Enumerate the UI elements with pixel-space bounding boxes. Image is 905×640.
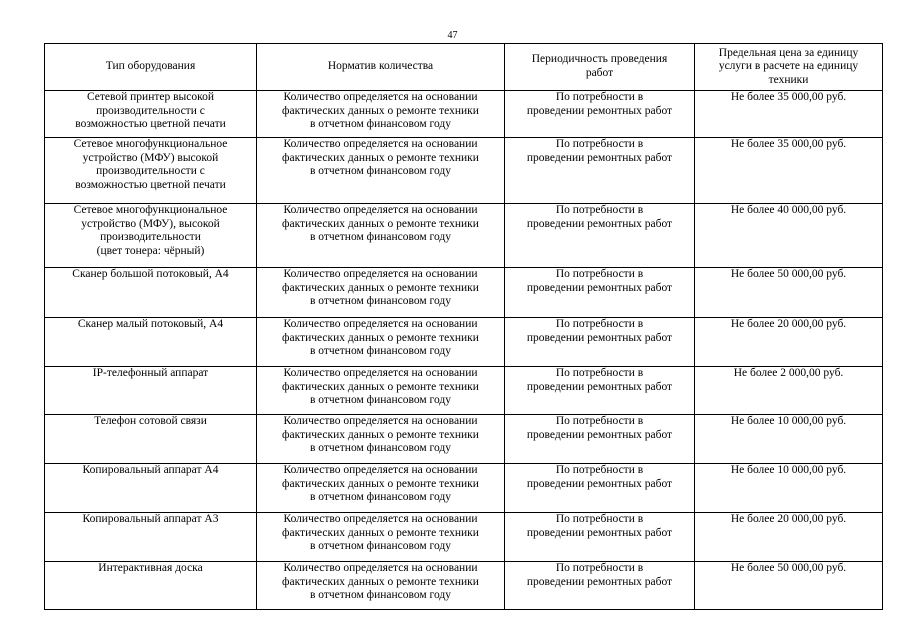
cell-quantity-norm: Количество определяется на основании фактических данных о ремонте техники в отчетном финансовом году <box>257 318 505 367</box>
table-row <box>45 91 883 138</box>
cell-equipment-type: Интерактивная доска <box>45 562 257 610</box>
table-row <box>45 318 883 367</box>
table-row <box>45 204 883 268</box>
table-row <box>45 367 883 415</box>
cell-max-price: Не более 10 000,00 руб. <box>695 464 883 513</box>
cell-work-frequency: По потребности в проведении ремонтных работ <box>505 415 695 464</box>
cell-max-price: Не более 10 000,00 руб. <box>695 415 883 464</box>
table-row <box>45 415 883 464</box>
cell-quantity-norm: Количество определяется на основании фактических данных о ремонте техники в отчетном финансовом году <box>257 415 505 464</box>
cell-quantity-norm: Количество определяется на основании фактических данных о ремонте техники в отчетном финансовом году <box>257 91 505 138</box>
cell-quantity-norm: Количество определяется на основании фактических данных о ремонте техники в отчетном финансовом году <box>257 204 505 268</box>
cell-quantity-norm: Количество определяется на основании фактических данных о ремонте техники в отчетном финансовом году <box>257 367 505 415</box>
cell-work-frequency: По потребности в проведении ремонтных работ <box>505 318 695 367</box>
cell-work-frequency: По потребности в проведении ремонтных работ <box>505 268 695 318</box>
cell-max-price: Не более 40 000,00 руб. <box>695 204 883 268</box>
cell-work-frequency: По потребности в проведении ремонтных работ <box>505 204 695 268</box>
equipment-repair-table <box>44 43 883 610</box>
table-row <box>45 464 883 513</box>
cell-max-price: Не более 20 000,00 руб. <box>695 318 883 367</box>
cell-work-frequency: По потребности в проведении ремонтных работ <box>505 464 695 513</box>
cell-work-frequency: По потребности в проведении ремонтных работ <box>505 91 695 138</box>
table-row <box>45 138 883 204</box>
table-row <box>45 562 883 610</box>
cell-quantity-norm: Количество определяется на основании фактических данных о ремонте техники в отчетном финансовом году <box>257 562 505 610</box>
cell-work-frequency: По потребности в проведении ремонтных работ <box>505 513 695 562</box>
cell-max-price: Не более 50 000,00 руб. <box>695 268 883 318</box>
cell-equipment-type: Копировальный аппарат А4 <box>45 464 257 513</box>
header-quantity-norm: Норматив количества <box>257 44 505 91</box>
cell-max-price: Не более 2 000,00 руб. <box>695 367 883 415</box>
table-row <box>45 268 883 318</box>
cell-equipment-type: Сетевой принтер высокой производительности с возможностью цветной печати <box>45 91 257 138</box>
table-header-row <box>45 44 883 91</box>
cell-equipment-type: Сетевое многофункциональное устройство (МФУ) высокой производительности с возможностью цветной печати <box>45 138 257 204</box>
page-number: 47 <box>447 30 458 41</box>
cell-max-price: Не более 35 000,00 руб. <box>695 138 883 204</box>
cell-equipment-type: Копировальный аппарат А3 <box>45 513 257 562</box>
cell-work-frequency: По потребности в проведении ремонтных работ <box>505 562 695 610</box>
table-row <box>45 513 883 562</box>
cell-equipment-type: Сканер малый потоковый, А4 <box>45 318 257 367</box>
header-work-frequency: Периодичность проведения работ <box>505 44 695 91</box>
cell-equipment-type: Сетевое многофункциональное устройство (МФУ), высокой производительности (цвет тонера: чёрный) <box>45 204 257 268</box>
cell-quantity-norm: Количество определяется на основании фактических данных о ремонте техники в отчетном финансовом году <box>257 464 505 513</box>
cell-max-price: Не более 20 000,00 руб. <box>695 513 883 562</box>
cell-quantity-norm: Количество определяется на основании фактических данных о ремонте техники в отчетном финансовом году <box>257 138 505 204</box>
header-max-price: Предельная цена за единицу услуги в расчете на единицу техники <box>695 44 883 91</box>
cell-equipment-type: Сканер большой потоковый, А4 <box>45 268 257 318</box>
cell-quantity-norm: Количество определяется на основании фактических данных о ремонте техники в отчетном финансовом году <box>257 268 505 318</box>
cell-max-price: Не более 35 000,00 руб. <box>695 91 883 138</box>
cell-work-frequency: По потребности в проведении ремонтных работ <box>505 138 695 204</box>
cell-equipment-type: Телефон сотовой связи <box>45 415 257 464</box>
cell-max-price: Не более 50 000,00 руб. <box>695 562 883 610</box>
header-equipment-type: Тип оборудования <box>45 44 257 91</box>
cell-equipment-type: IP-телефонный аппарат <box>45 367 257 415</box>
cell-quantity-norm: Количество определяется на основании фактических данных о ремонте техники в отчетном финансовом году <box>257 513 505 562</box>
cell-work-frequency: По потребности в проведении ремонтных работ <box>505 367 695 415</box>
